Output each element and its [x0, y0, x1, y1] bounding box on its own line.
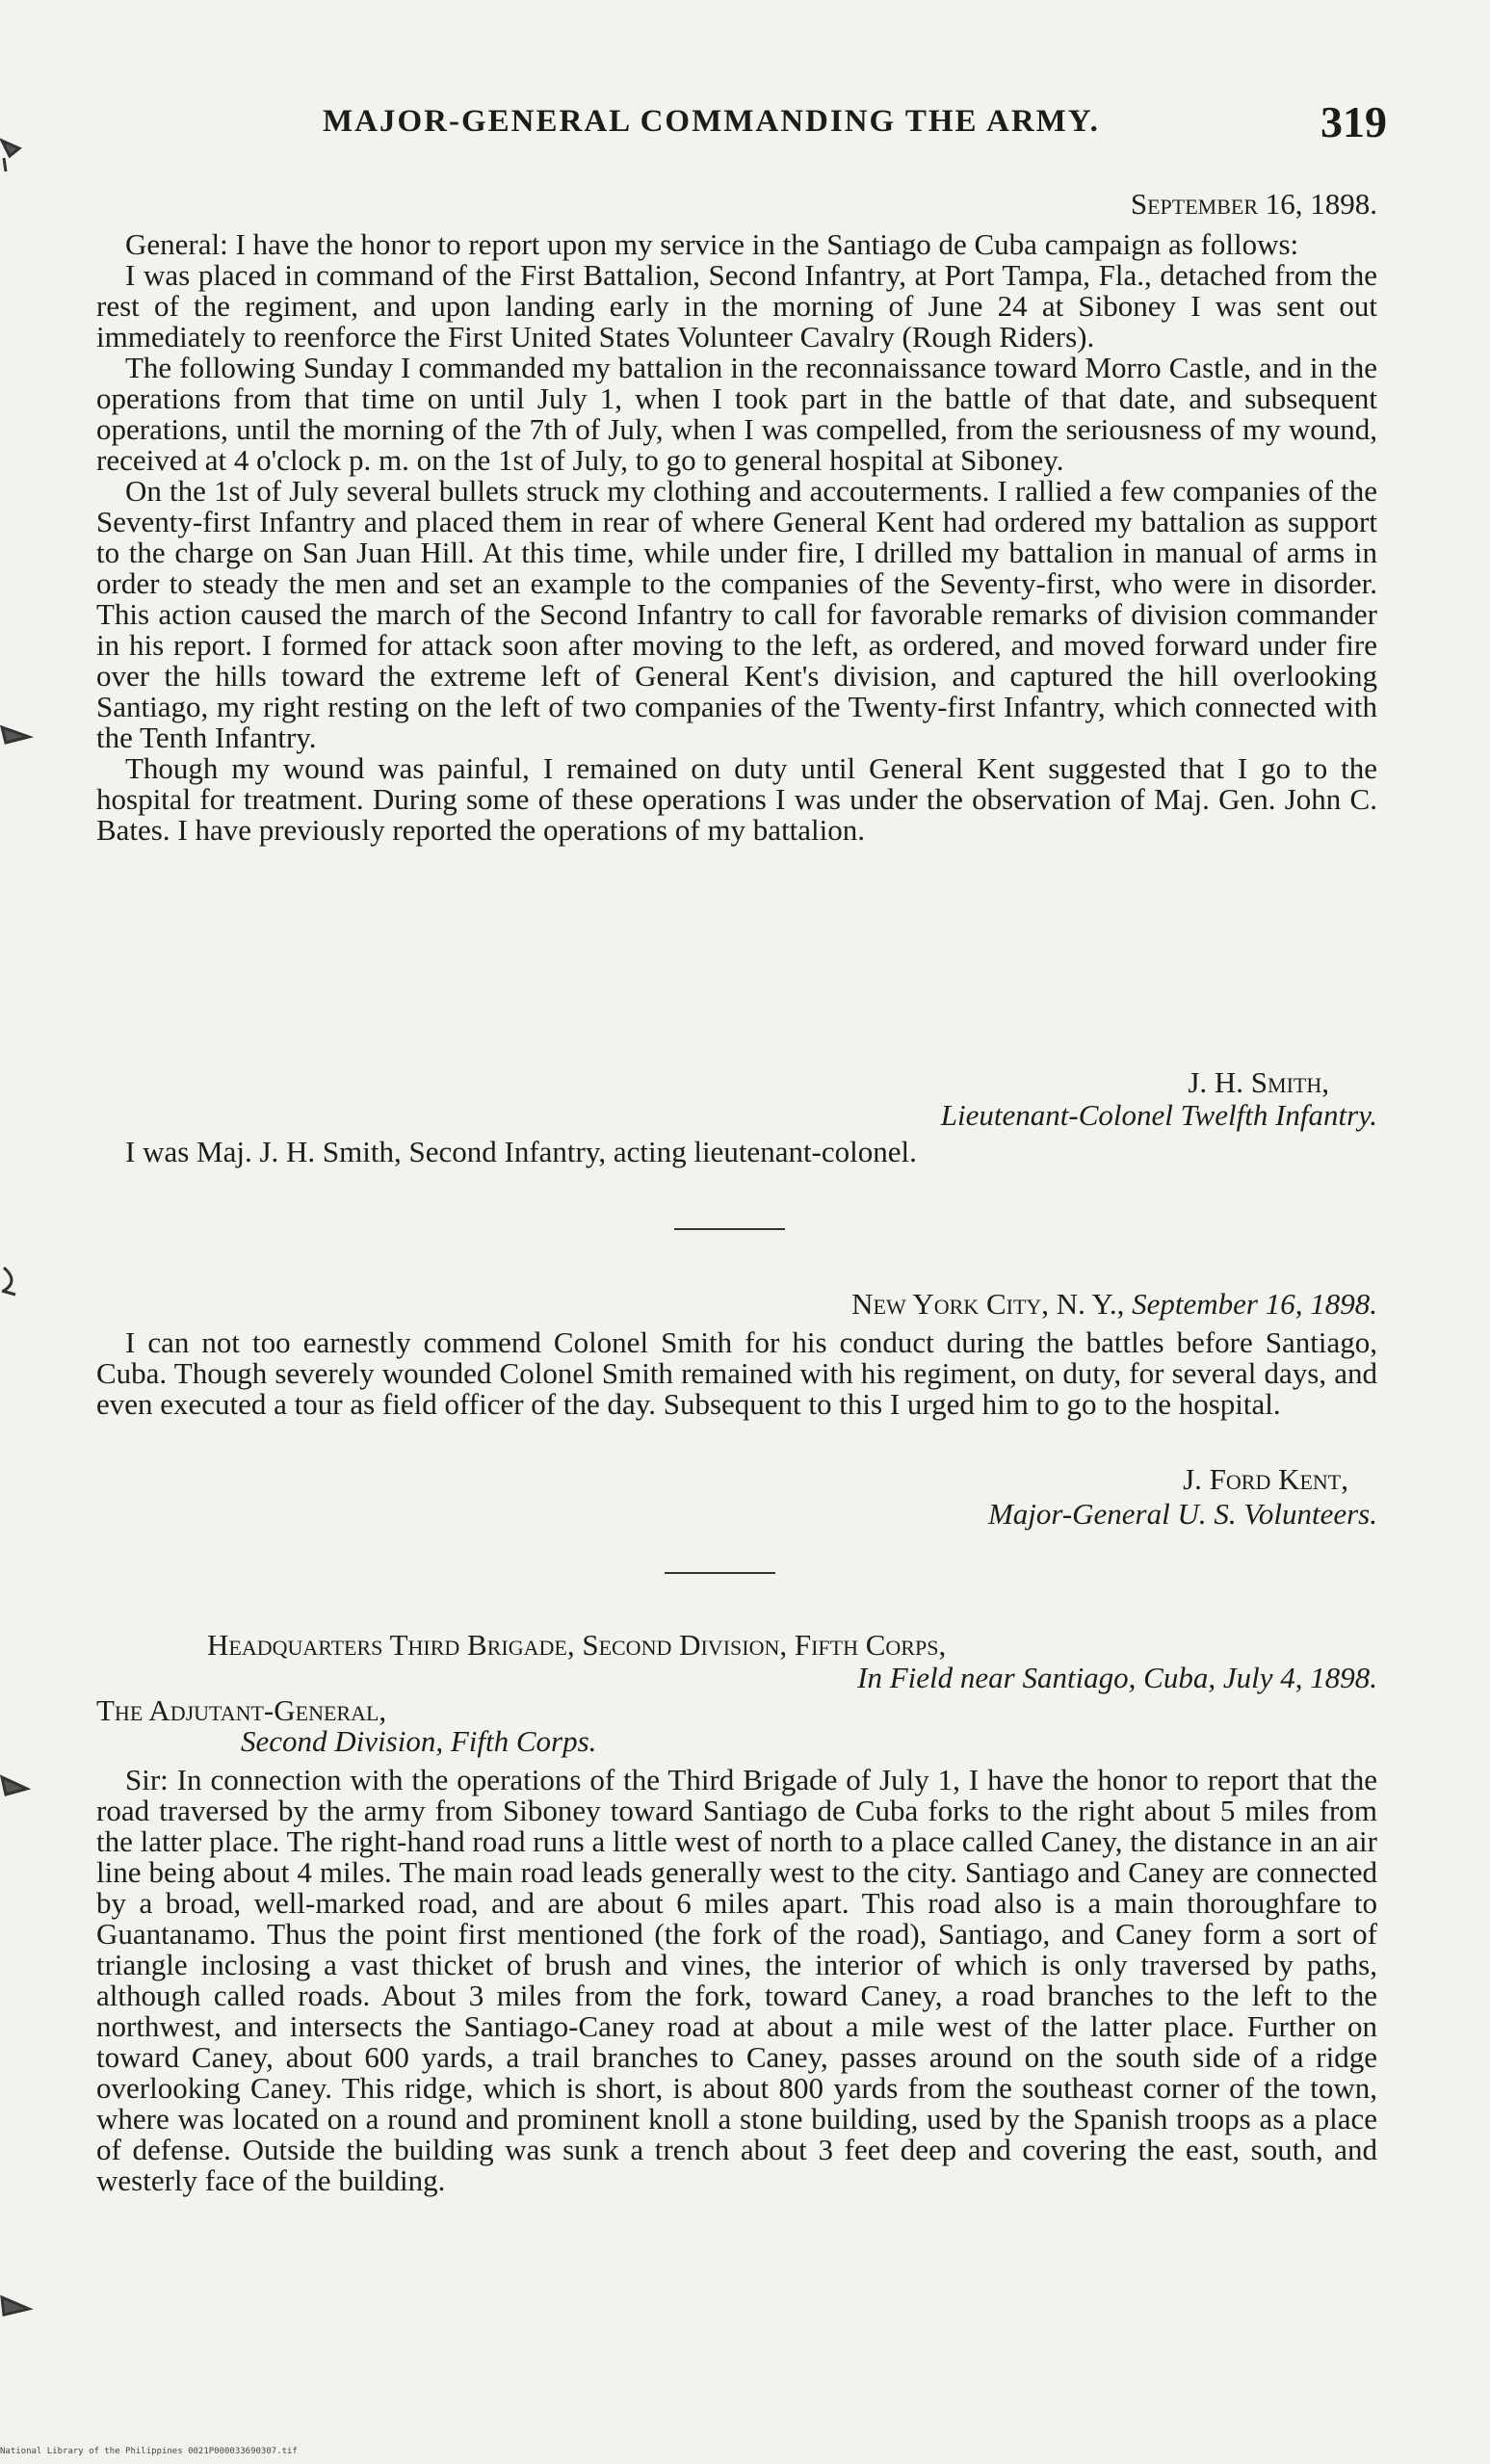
letter1-paragraph: On the 1st of July several bullets struck my clothing and accouterments. I rallied a few companies of the Seventy-first Infantry and placed them in rear of where General Kent had ordered my battalion as support to the charge on San Juan Hill. At this time, while under fire, I drilled my battalion in manual of arms in order to steady the men and set an example to the companies of the Seventy-first, who were in disorder. This action caused the march of the Second Infantry to call for favorable remarks of division commander in his report. I formed for attack soon after moving to the left, as ordered, and moved forward under fire over the hills toward the extreme left of General Kent's division, and captured the hill overlooking Santiago, my right resting on the left of two companies of the Twenty-first Infantry, which connected with the Tenth Infantry.	[96, 474, 1377, 754]
margin-mark-3	[0, 1262, 35, 1300]
letter2-dateline: New York City, N. Y., September 16, 1898.	[851, 1287, 1377, 1321]
margin-mark-4	[0, 1768, 35, 1806]
letter1-date: September 16, 1898.	[1130, 187, 1377, 221]
letter1-body	[96, 229, 1377, 846]
letter1-postscript: I was Maj. J. H. Smith, Second Infantry, acting lieutenant-colonel.	[125, 1135, 917, 1168]
letter1-signature-name: J. H. Smith,	[1188, 1065, 1329, 1099]
letter2-signature-title: Major-General U. S. Volunteers.	[987, 1497, 1377, 1531]
section-divider	[674, 1228, 785, 1230]
letter1-paragraph: The following Sunday I commanded my battalion in the reconnaissance toward Morro Castle, and in the operations from that time on until July 1, when I took part in the battle of that date, and subsequent operations, until the morning of the 7th of July, when I was compelled, from the seriousness of my wound, received at 4 o'clock p. m. on the 1st of July, to go to general hospital at Siboney.	[96, 351, 1377, 477]
page-header	[96, 96, 1387, 154]
letter2-signature-name: J. Ford Kent,	[1183, 1462, 1348, 1496]
letter1-paragraph: General: I have the honor to report upon my service in the Santiago de Cuba campaign as follows:	[125, 227, 1299, 261]
margin-mark-5	[0, 2288, 35, 2326]
scan-credit: National Library of the Philippines 0021P000033690307.tif	[0, 2447, 298, 2456]
page-number: 319	[1320, 97, 1387, 146]
letter3-body: Sir: In connection with the operations of the Third Brigade of July 1, I have the honor to report that the road traversed by the army from Siboney toward Santiago de Cuba forks to the right about 5 miles from the latter place. The right-hand road runs a little west of north to a place called Caney, the distance in an air line being about 4 miles. The main road leads generally west to the city. Santiago and Caney are connected by a broad, well-marked road, and are about 6 miles apart. This road also is a main thoroughfare to Guantanamo. Thus the point first mentioned (the fork of the road), Santiago, and Caney form a sort of triangle inclosing a vast thicket of brush and vines, the interior of which is only traversed by paths, although called roads. About 3 miles from the fork, toward Caney, a road branches to the left to the northwest, and intersects the Santiago-Caney road at about a mile west of the latter place. Further on toward Caney, about 600 yards, a trail branches to Caney, passes around on the south side of a ridge overlooking Caney. This ridge, which is short, is about 800 yards from the southeast corner of the town, where was located on a round and prominent knoll a stone building, used by the Spanish troops as a place of defense. Outside the building was sunk a trench about 3 feet deep and covering the east, south, and westerly face of the building.	[96, 1763, 1377, 2197]
margin-mark-1	[0, 135, 35, 173]
running-head: MAJOR-GENERAL COMMANDING THE ARMY.	[323, 104, 1100, 139]
letter2-body: I can not too earnestly commend Colonel Smith for his conduct during the battles before Santiago, Cuba. Though severely wounded Colonel Smith remained with his regiment, on duty, for several days, and even executed a tour as field officer of the day. Subsequent to this I urged him to go to the hospital.	[96, 1325, 1377, 1421]
letter1-paragraph: Though my wound was painful, I remained on duty until General Kent suggested that I go to the hospital for treatment. During some of these operations I was under the observation of Maj. Gen. John C. Bates. I have previously reported the operations of my battalion.	[96, 751, 1377, 847]
section-divider	[665, 1572, 775, 1574]
letter3-addressee-unit: Second Division, Fifth Corps.	[241, 1724, 597, 1758]
letter3-addressee: The Adjutant-General,	[96, 1693, 387, 1727]
letter3-heading: Headquarters Third Brigade, Second Division, Fifth Corps,	[207, 1628, 947, 1662]
letter3-location: In Field near Santiago, Cuba, July 4, 1898.	[857, 1661, 1377, 1694]
letter1-paragraph: I was placed in command of the First Battalion, Second Infantry, at Port Tampa, Fla., detached from the rest of the regiment, and upon landing early in the morning of June 24 at Siboney I was sent out immediately to reenforce the First United States Volunteer Cavalry (Rough Riders).	[96, 258, 1377, 354]
margin-mark-2	[0, 718, 35, 756]
letter1-signature-title: Lieutenant-Colonel Twelfth Infantry.	[940, 1098, 1377, 1132]
